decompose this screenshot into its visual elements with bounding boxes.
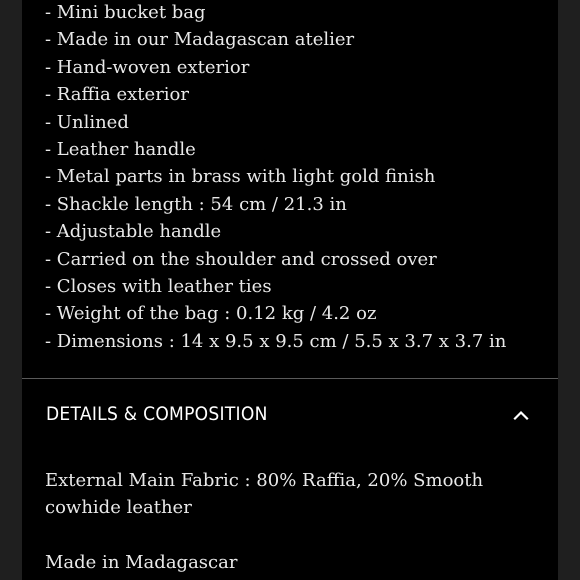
section-divider xyxy=(22,378,558,379)
feature-item: - Carried on the shoulder and crossed over xyxy=(45,248,437,270)
feature-item: - Closes with leather ties xyxy=(45,276,272,298)
feature-item: - Mini bucket bag xyxy=(45,2,206,23)
composition-text: External Main Fabric : 80% Raffia, 20% Smooth cowhide leather xyxy=(45,470,484,518)
feature-item: - Dimensions : 14 x 9.5 x 9.5 cm / 5.5 x 3.7 x 3.7 in xyxy=(45,330,507,352)
product-info-panel xyxy=(22,0,558,580)
feature-item: - Adjustable handle xyxy=(45,221,222,243)
section-title: DETAILS & COMPOSITION xyxy=(46,403,268,425)
details-content xyxy=(45,467,535,576)
origin-text: Made in Madagascar xyxy=(45,552,238,573)
feature-list xyxy=(45,0,506,355)
feature-item: - Leather handle xyxy=(45,139,196,161)
feature-item: - Made in our Madagascan atelier xyxy=(45,29,355,51)
feature-item: - Metal parts in brass with light gold finish xyxy=(45,166,436,188)
feature-item: - Unlined xyxy=(45,111,129,133)
feature-item: - Hand-woven exterior xyxy=(45,56,250,78)
feature-item: - Shackle length : 54 cm / 21.3 in xyxy=(45,193,347,215)
feature-item: - Raffia exterior xyxy=(45,84,189,106)
chevron-up-icon[interactable] xyxy=(512,406,530,424)
details-composition-toggle[interactable] xyxy=(22,392,558,438)
feature-item: - Weight of the bag : 0.12 kg / 4.2 oz xyxy=(45,303,377,325)
